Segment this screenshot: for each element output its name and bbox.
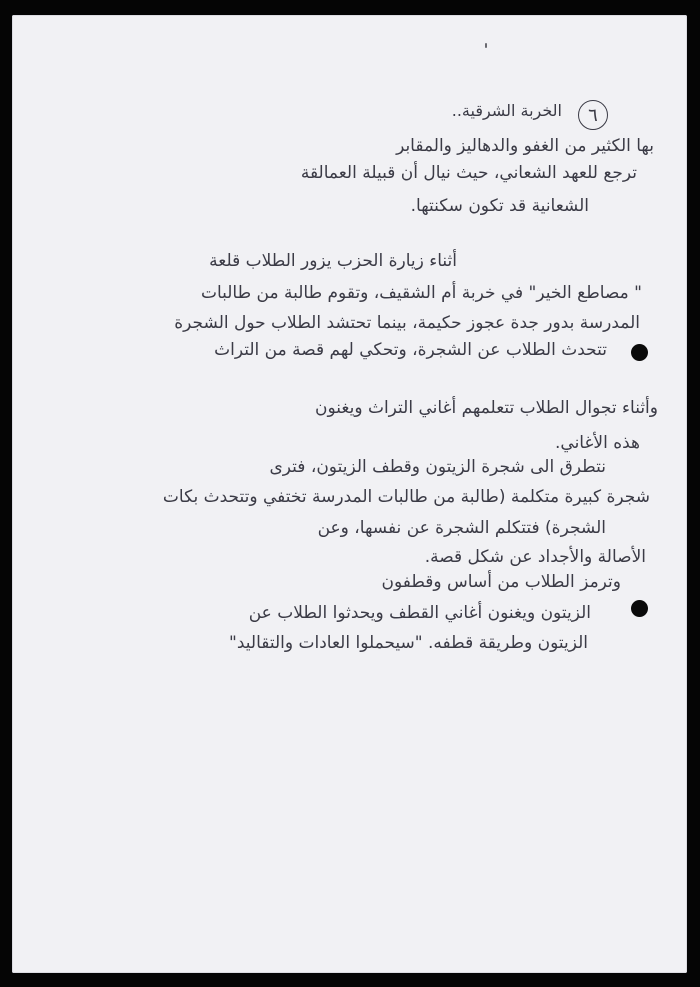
handwritten-line: وترمز الطلاب من أساس وقطفون [381, 572, 621, 592]
handwritten-line: الشجرة) فتتكلم الشجرة عن نفسها، وعن [317, 518, 606, 538]
handwritten-line: تتحدث الطلاب عن الشجرة، وتحكي لهم قصة من التراث [214, 340, 607, 360]
handwritten-line: أثناء زيارة الحزب يزور الطلاب قلعة [209, 251, 457, 271]
handwritten-line: هذه الأغاني. [555, 433, 640, 453]
section-number: ٦ [578, 100, 608, 130]
handwritten-line: الأصالة والأجداد عن شكل قصة. [424, 547, 646, 567]
handwritten-line: " مصاطع الخير" في خربة أم الشقيف، وتقوم طالبة من طالبات [200, 283, 642, 303]
ink-mark [485, 43, 487, 48]
punch-hole-top [631, 344, 648, 361]
handwritten-line: الزيتون وطريقة قطفه. "سيحملوا العادات والتقاليد" [229, 633, 588, 653]
handwritten-line: شجرة كبيرة متكلمة (طالبة من طالبات المدرسة تختفي وتتحدث بكات [162, 487, 650, 507]
handwritten-line: نتطرق الى شجرة الزيتون وقطف الزيتون، فترى [269, 457, 606, 477]
handwritten-line: بها الكثير من الغفو والدهاليز والمقابر [396, 136, 654, 156]
handwritten-line: وأثناء تجوال الطلاب تتعلمهم أغاني التراث ويغنون [315, 398, 658, 418]
handwritten-line: الشعانية قد تكون سكنتها. [410, 196, 589, 216]
punch-hole-bottom [631, 600, 648, 617]
handwritten-line: المدرسة بدور جدة عجوز حكيمة، بينما تحتشد الطلاب حول الشجرة [174, 313, 640, 333]
handwritten-line: ترجع للعهد الشعاني، حيث نيال أن قبيلة العمالقة [300, 163, 637, 183]
section-heading: الخربة الشرقية.. [451, 101, 562, 120]
handwritten-line: الزيتون ويغنون أغاني القطف ويحدثوا الطلاب عن [248, 603, 591, 623]
